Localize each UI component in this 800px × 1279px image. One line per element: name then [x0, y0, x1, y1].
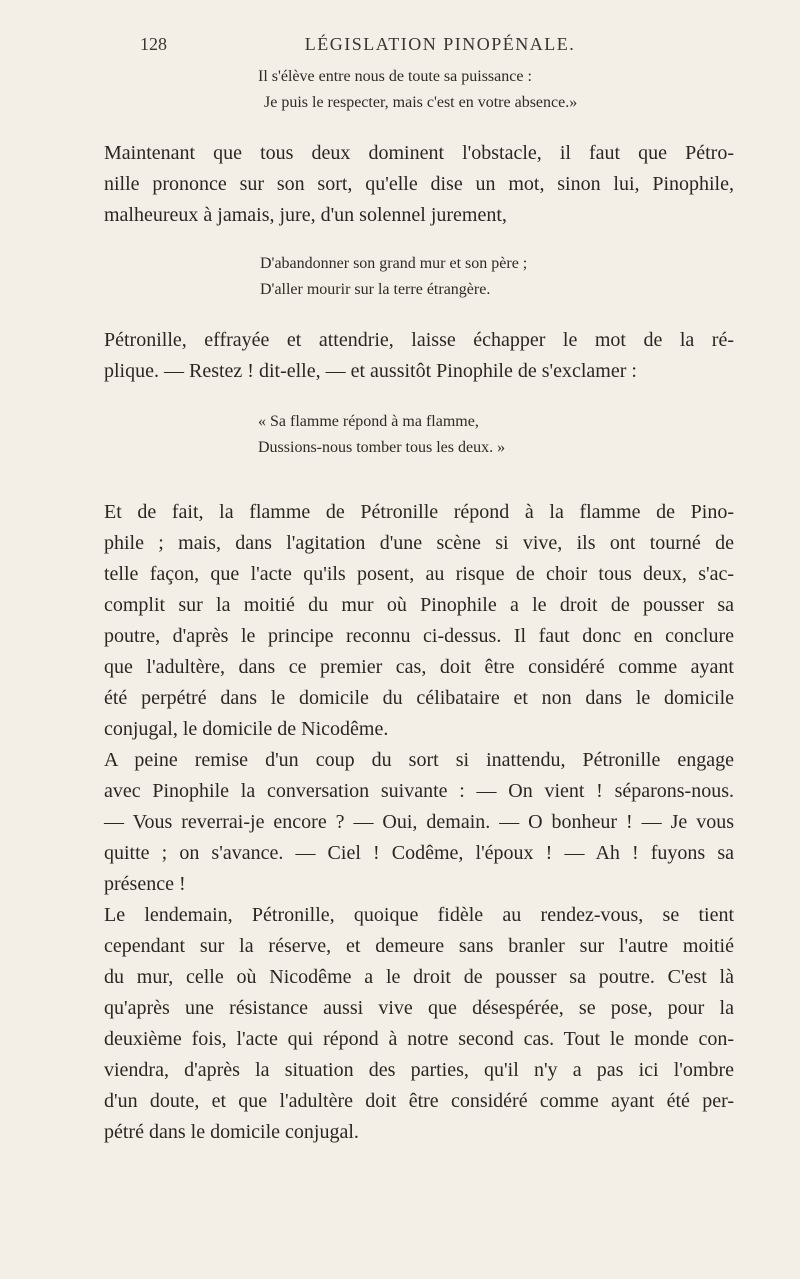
text-line: deuxième fois, l'acte qui répond à notre second cas. Tout le monde con-: [104, 1028, 734, 1050]
text-line: A peine remise d'un coup du sort si inattendu, Pétronille engage: [104, 749, 734, 771]
text-line: complit sur la moitié du mur où Pinophile a le droit de pousser sa: [104, 594, 734, 616]
paragraph-3: [104, 497, 734, 745]
verse-line: « Sa flamme répond à ma flamme,: [258, 413, 479, 430]
text-line: pétré dans le domicile conjugal.: [104, 1121, 359, 1143]
text-line: conjugal, le domicile de Nicodême.: [104, 718, 389, 740]
text-line: Le lendemain, Pétronille, quoique fidèle au rendez-vous, se tient: [104, 904, 734, 926]
paragraph-5: [104, 900, 734, 1148]
verse-quote-3: [36, 409, 734, 461]
paragraph-1: [104, 138, 734, 231]
text-line: été perpétré dans le domicile du célibataire et non dans le domicile: [104, 687, 734, 709]
text-line: du mur, celle où Nicodême a le droit de pousser sa poutre. C'est là: [104, 966, 734, 988]
text-line: quitte ; on s'avance. — Ciel ! Codême, l'époux ! — Ah ! fuyons sa: [104, 842, 734, 864]
text-line: que l'adultère, dans ce premier cas, doit être considéré comme ayant: [104, 656, 734, 678]
verse-line: D'abandonner son grand mur et son père ;: [260, 255, 528, 272]
text-line: présence !: [104, 873, 186, 895]
verse-line: Il s'élève entre nous de toute sa puissance :: [258, 68, 532, 85]
running-head: [104, 26, 734, 60]
text-line: avec Pinophile la conversation suivante : — On vient ! séparons-nous.: [104, 780, 734, 802]
verse-line: Dussions-nous tomber tous les deux. »: [258, 439, 506, 456]
verse-line: Je puis le respecter, mais c'est en votre absence.»: [264, 94, 578, 111]
text-line: Maintenant que tous deux dominent l'obstacle, il faut que Pétro-: [104, 142, 734, 164]
text-line: d'un doute, et que l'adultère doit être considéré comme ayant été per-: [104, 1090, 734, 1112]
text-line: Et de fait, la flamme de Pétronille répond à la flamme de Pino-: [104, 501, 734, 523]
text-line: phile ; mais, dans l'agitation d'une scène si vive, ils ont tourné de: [104, 532, 734, 554]
verse-line: D'aller mourir sur la terre étrangère.: [260, 281, 491, 298]
paragraph-4: [104, 745, 734, 900]
text-line: cependant sur la réserve, et demeure sans branler sur l'autre moitié: [104, 935, 734, 957]
text-line: nille prononce sur son sort, qu'elle dise un mot, sinon lui, Pinophile,: [104, 173, 734, 195]
page-number: 128: [140, 34, 167, 54]
text-line: — Vous reverrai-je encore ? — Oui, demain. — O bonheur ! — Je vous: [104, 811, 734, 833]
running-title: LÉGISLATION PINOPÉNALE.: [304, 34, 576, 54]
text-line: qu'après une résistance aussi vive que désespérée, se pose, pour la: [104, 997, 734, 1019]
text-line: plique. — Restez ! dit-elle, — et aussitôt Pinophile de s'exclamer :: [104, 360, 637, 382]
text-line: malheureux à jamais, jure, d'un solennel jurement,: [104, 204, 507, 226]
text-line: telle façon, que l'acte qu'ils posent, au risque de choir tous deux, s'ac-: [104, 563, 734, 585]
text-line: viendra, d'après la situation des parties, qu'il n'y a pas ici l'ombre: [104, 1059, 734, 1081]
verse-quote-2: [38, 251, 734, 303]
paragraph-2: [104, 325, 734, 387]
text-line: poutre, d'après le principe reconnu ci-dessus. Il faut donc en conclure: [104, 625, 734, 647]
text-line: Pétronille, effrayée et attendrie, laisse échapper le mot de la ré-: [104, 329, 734, 351]
verse-quote-1: [36, 64, 734, 116]
